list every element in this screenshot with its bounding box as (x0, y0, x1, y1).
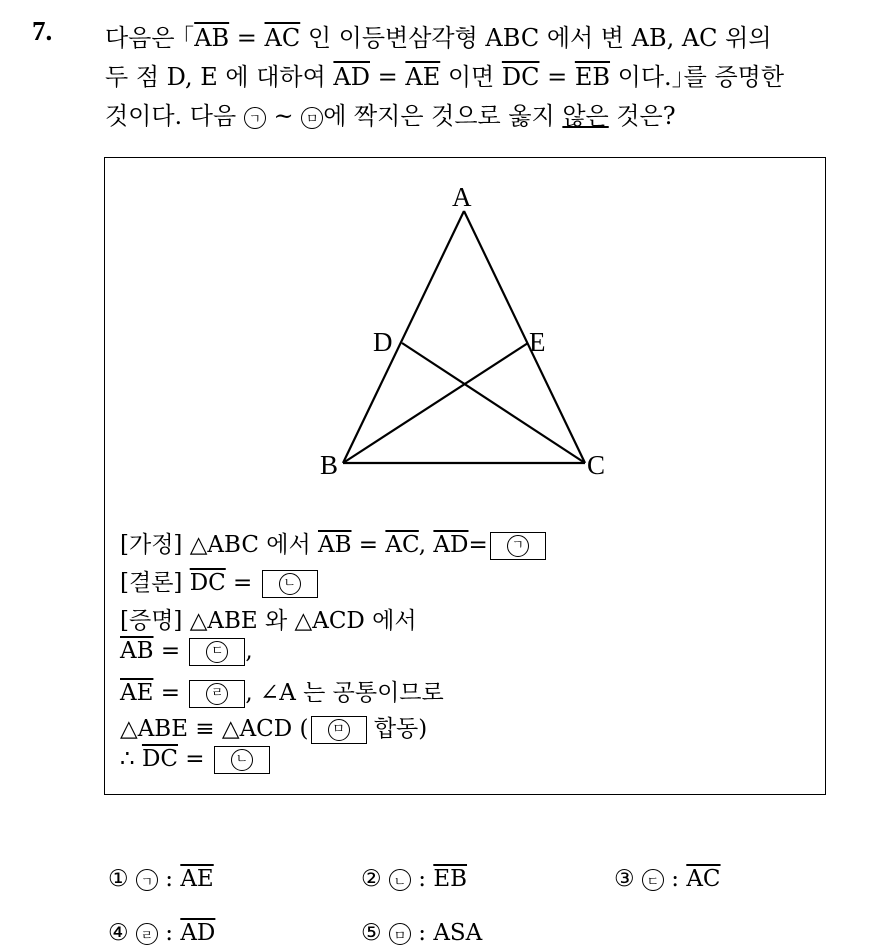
choice-number: ④ (108, 920, 129, 946)
segment-ab: $\overline{AB}$ (120, 638, 154, 664)
text: 합동) (366, 716, 428, 742)
text: : (410, 866, 434, 892)
label-e: E (529, 327, 546, 357)
text: 두 점 D, E 에 대하여 (105, 63, 334, 91)
text: [증명] △ABE 와 △ACD 에서 (120, 608, 417, 634)
circled-label: ㄹ (136, 923, 158, 945)
text: , (245, 638, 253, 664)
segment-ac: $\overline{AC}$ (385, 532, 419, 558)
choice-1[interactable] (108, 866, 214, 892)
blank-box-2 (262, 570, 318, 598)
proof-line-5 (120, 674, 444, 708)
text: [가정] △ABC 에서 (120, 532, 318, 558)
circled-label: ㄷ (642, 869, 664, 891)
proof-line-6 (120, 710, 427, 744)
choice-answer: $\overline{AD}$ (180, 920, 216, 946)
text: 에 짝지은 것으로 옳지 (323, 102, 563, 130)
choice-answer: ASA (433, 920, 483, 946)
text: = (468, 532, 488, 558)
segment-ab: $\overline{AB}$ (194, 24, 230, 52)
text: : (663, 866, 687, 892)
choice-5[interactable] (361, 920, 482, 946)
text: : (157, 920, 181, 946)
text: [결론] (120, 570, 190, 596)
label-c: C (587, 450, 606, 480)
proof-line-3 (120, 602, 417, 635)
circled-label: ㅁ (389, 923, 411, 945)
circled-label: ㅁ (301, 107, 323, 129)
text: = (539, 63, 575, 91)
circled-label: ㄱ (244, 107, 266, 129)
choice-4[interactable] (108, 920, 215, 946)
proof-line-1 (120, 526, 546, 560)
proof-line-2 (120, 564, 318, 598)
segment-dc-line (402, 343, 585, 463)
text: , ∠A 는 공통이므로 (245, 680, 444, 706)
side-ac (464, 211, 585, 463)
choice-number: ③ (614, 866, 635, 892)
segment-dc: $\overline{DC}$ (141, 746, 178, 772)
text: : (410, 920, 434, 946)
choice-2[interactable] (361, 866, 467, 892)
segment-ae: $\overline{AE}$ (120, 680, 154, 706)
text: 것은? (608, 102, 676, 130)
circled-label: ㅁ (328, 719, 350, 741)
side-ab (343, 211, 464, 463)
text: 인 이등변삼각형 ABC 에서 변 AB, AC 위의 (300, 24, 772, 52)
segment-ad: $\overline{AD}$ (433, 532, 469, 558)
segment-ab: $\overline{AB}$ (317, 532, 352, 558)
proof-line-7 (120, 746, 270, 774)
segment-dc: $\overline{DC}$ (501, 63, 540, 91)
text: 다음은 ｢ (105, 24, 195, 52)
text: 이면 (440, 63, 502, 91)
circled-label: ㄱ (136, 869, 158, 891)
choice-number: ② (361, 866, 382, 892)
circled-label: ㄱ (507, 535, 529, 557)
text: 이다.｣를 증명한 (610, 63, 785, 91)
text: △ABE ≡ △ACD ( (120, 716, 309, 742)
circled-label: ㄴ (389, 869, 411, 891)
proof-line-4 (120, 638, 253, 666)
blank-box-3 (189, 638, 245, 666)
circled-label: ㄴ (279, 573, 301, 595)
choice-answer: $\overline{AC}$ (686, 866, 721, 892)
question-number: 7. (32, 16, 53, 46)
circled-label: ㄷ (206, 641, 228, 663)
segment-eb: $\overline{EB}$ (574, 63, 611, 91)
text: = (153, 638, 188, 664)
underlined-text: 않은 (562, 102, 609, 130)
blank-box-4 (189, 680, 245, 708)
segment-ad: $\overline{AD}$ (333, 63, 370, 91)
segment-dc: $\overline{DC}$ (189, 570, 226, 596)
blank-box-1 (490, 532, 546, 560)
segment-ae: $\overline{AE}$ (405, 63, 441, 91)
text: = (370, 63, 406, 91)
choice-number: ⑤ (361, 920, 382, 946)
label-a: A (452, 182, 472, 212)
text: ∴ (120, 746, 142, 772)
blank-box-6 (214, 746, 270, 774)
text: = (178, 746, 212, 772)
blank-box-5 (311, 716, 367, 744)
text: = (351, 532, 386, 558)
label-b: B (320, 450, 339, 480)
circled-label: ㄹ (206, 683, 228, 705)
choice-answer: $\overline{AE}$ (180, 866, 214, 892)
choice-answer: $\overline{EB}$ (433, 866, 468, 892)
text: , (418, 532, 434, 558)
circled-label: ㄴ (231, 749, 253, 771)
text: ~ (265, 102, 302, 130)
segment-ac: $\overline{AC}$ (264, 24, 301, 52)
text: = (225, 570, 260, 596)
text: = (153, 680, 188, 706)
label-d: D (373, 327, 393, 357)
choice-number: ① (108, 866, 129, 892)
choice-3[interactable] (614, 866, 721, 892)
text: : (157, 866, 181, 892)
text: 것이다. 다음 (105, 102, 244, 130)
text: = (229, 24, 265, 52)
